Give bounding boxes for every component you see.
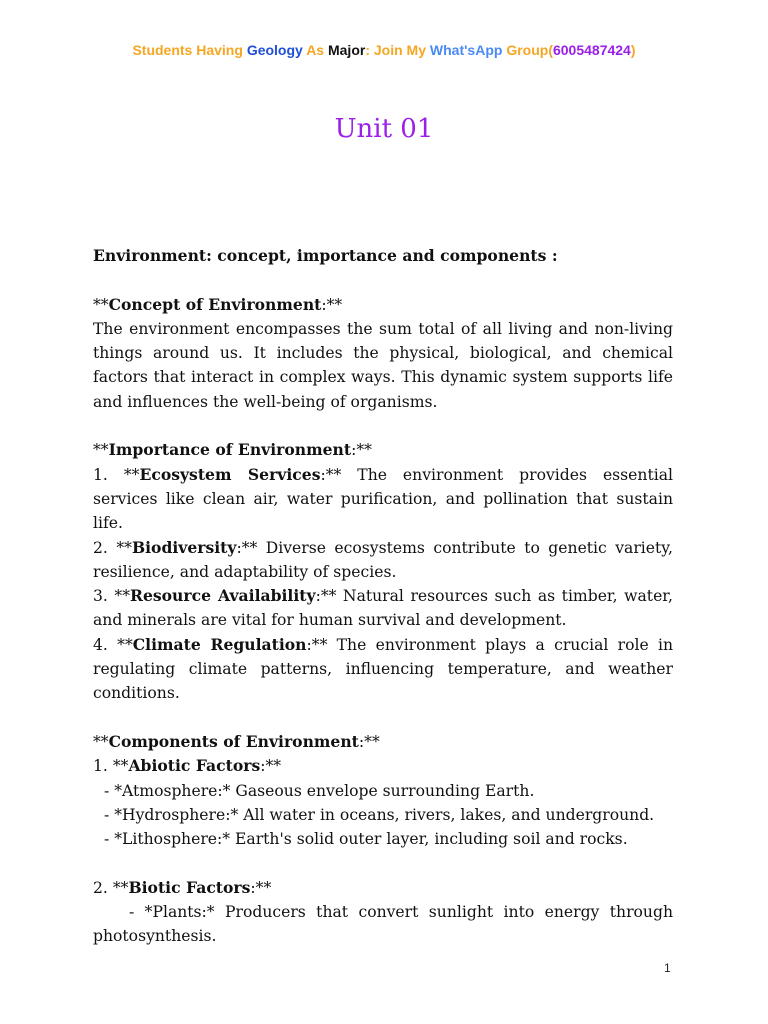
biotic-item-plants: - *Plants:* Producers that convert sunlight into energy through photosynthesis.	[93, 903, 673, 946]
promo-header	[0, 42, 768, 58]
header-text-major: Major	[327, 42, 366, 58]
importance-item-biodiversity: 2. **Biodiversity:** Diverse ecosystems contribute to genetic variety, resilience, and adaptability of species.	[93, 537, 673, 581]
abiotic-item-lithosphere: - *Lithosphere:* Earth's solid outer layer, including soil and rocks.	[104, 830, 628, 849]
document-body	[93, 244, 673, 949]
biotic-heading: 2. **Biotic Factors:**	[93, 877, 272, 897]
section-heading: Environment: concept, importance and components :	[93, 246, 558, 265]
header-text-close: )	[630, 42, 636, 58]
importance-item-climate: 4. **Climate Regulation:** The environment plays a crucial role in regulating climate patterns, influencing temperature, and weather conditions.	[93, 634, 673, 703]
header-text-group: Group(	[502, 42, 553, 58]
page-title: Unit 01	[334, 114, 434, 144]
header-text-join: : Join My	[365, 42, 430, 58]
concept-body: The environment encompasses the sum total of all living and non-living things around us. It includes the physical, biological, and chemical factors that interact in complex ways. This dynamic system supports life and influences the well-being of organisms.	[93, 319, 673, 411]
abiotic-item-atmosphere: - *Atmosphere:* Gaseous envelope surrounding Earth.	[104, 781, 535, 800]
page-number: 1	[664, 961, 671, 975]
header-phone-number: 6005487424	[552, 42, 631, 58]
concept-heading: **Concept of Environment:**	[93, 294, 343, 314]
abiotic-item-hydrosphere: - *Hydrosphere:* All water in oceans, rivers, lakes, and underground.	[104, 805, 655, 824]
importance-item-resources: 3. **Resource Availability:** Natural resources such as timber, water, and minerals are vital for human survival and development.	[93, 586, 673, 630]
header-text-whatsapp: What'sApp	[429, 42, 503, 58]
importance-heading: **Importance of Environment:**	[93, 440, 372, 460]
abiotic-heading: 1. **Abiotic Factors:**	[93, 756, 282, 776]
header-text-students: Students Having	[132, 42, 247, 58]
components-heading: **Components of Environment:**	[93, 731, 380, 751]
header-text-as: As	[302, 42, 328, 58]
header-text-geology: Geology	[246, 42, 303, 58]
importance-item-ecosystem: 1. **Ecosystem Services:** The environment provides essential services like clean air, water purification, and pollination that sustain life.	[93, 464, 673, 533]
